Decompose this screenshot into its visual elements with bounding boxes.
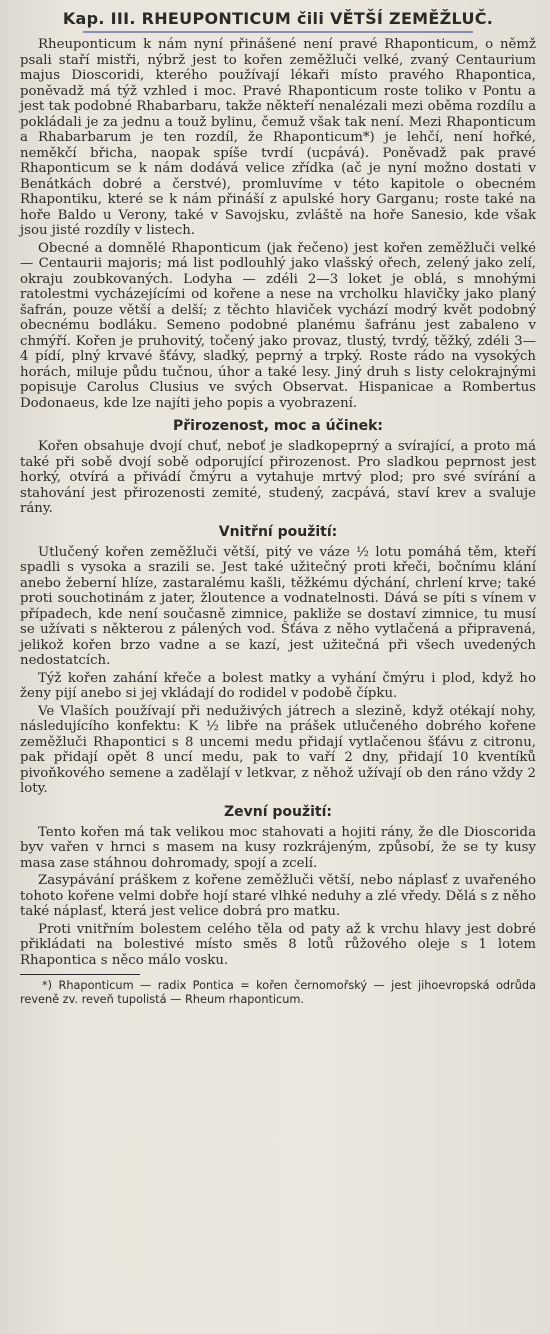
paragraph-intro-1: Rheuponticum k nám nyní přinášené není pravé Rhaponticum, o němž psali staří mistři, nýbrž jest to kořen zeměžluči velké, zvaný Centaurium majus Dioscoridi, kterého používají lékaři místo pravého Rhaponticа, poněvadž má týž vzhled i moc. Pravé Rhaponticum roste toliko v Pontu a jest tak podobné Rhabarbaru, takže někteří nenalézali mezi oběma rozdílu a pokládali je za jednu a touž bylinu, čemuž však tak není. Mezi Rhaponticum a Rhabarbarum je ten rozdíl, že Rhaponticum*) je lehčí, není hořké, neměkčí břicha, naopak spíše tvrdí (ucpává). Poněvadž pak pravé Rhaponticum se k nám dodává velice zřídka (ač je nyní možno dostati v Benátkách dobré a čerstvé), promluvíme v této kapitole o obecném Rhapontiku, které se k nám přináší z apulské hory Garganu; roste také na hoře Baldo u Verony, také v Savojsku, zvláště na hoře Sanesio, kde však jsou jisté rozdíly v listech.	[20, 37, 536, 238]
chapter-title-text: Kap. III. RHEUPONTICUM čili VĚTŠÍ ZEMĚŽLUČ.	[62, 9, 494, 28]
chapter-title	[20, 8, 536, 33]
heading-external-use: Zevní použití:	[223, 803, 333, 820]
paragraph-internal-1: Utlučený kořen zeměžluči větší, pitý ve váze ½ lotu pomáhá těm, kteří spadli s vysoka a srazili se. Jest také užitečný proti křeči, bočnímu klání anebo žeberní hlíze, zastaralému kašli, těžkému dýchání, chrlení krve; také proti souchotinám z jater, žloutence a vodnatelnosti. Dává se píti s vínem v případech, kde není současně zimnice, pakliže se dostaví zimnice, tu musí se užívati s některou z pálených vod. Šťáva z něho vytlačená a připravená, jelikož kořen brzo vadne a se kazí, jest užitečná při všech uvedených nedostatcích.	[20, 544, 536, 668]
paragraph-intro-2: Obecné a domnělé Rhaponticum (jak řečeno) jest kořen zeměžluči velké — Centaurii majoris; má list podlouhlý jako vlašský ořech, zelený jako zelí, okraju zoubkovaných. Lodyha — zdéli 2—3 loket je oblá, s mnohými ratolestmi vycházejícími od kořene a nese na vrcholku hlavičky jako planý šafrán, pouze větší a delší; z těchto hlaviček vychází modrý květ podobný obecnému bodláku. Semeno podobné planému šafránu jest zabaleno v chmýří. Kořen je pruhovitý, točený jako provaz, tlustý, tvrdý, těžký, zdéli 3—4 pídí, plný krvavé šťávy, sladký, peprný a trpký. Roste rádo na vysokých horách, miluje půdu tučnou, úhor a také lesy. Jiný druh s listy celokrajnými popisuje Carolus Clusius ve svých Observat. Hispanicae a Rombertus Dodonaeus, kde lze najíti jeho popis a vyobrazení.	[20, 240, 536, 411]
footnote-divider	[20, 974, 140, 975]
paragraph-external-2: Zasypávání práškem z kořene zeměžluči větší, nebo náplasť z uvařeného tohoto kořene velmi dobře hojí staré vlhké neduhy a zlé vředy. Dělá s z něho také náplasť, která jest velice dobrá pro matku.	[20, 873, 536, 919]
footnote: *) Rhaponticum — radix Pontica = kořen černomořský — jest jihoevropská odrůda reveně zv. reveň tupolistá — Rheum rhaponticum.	[20, 979, 536, 1006]
title-underline	[83, 31, 473, 33]
paragraph-internal-3: Ve Vlaších používají při neduživých játrech a slezině, když otékají nohy, následujícího konfektu: K ½ libře na prášek utlučeného dobrého kořene zeměžluči Rhapontici s 8 uncemi medu přidají vytlačenou šťávu z citronu, pak přidají opět 8 uncí medu, pak to vaří 2 dny, přidají 10 kventíků pivoňkového semene a zadělají v letkvar, z něhož užívají ob den ráno vždy 2 loty.	[20, 703, 536, 796]
heading-internal-use: Vnitřní použití:	[218, 523, 338, 540]
paragraph-internal-2: Týž kořen zahání křeče a bolest matky a vyhání čmýru i plod, když ho ženy pijí anebo si jej vkládají do rodidel v podobě čípku.	[20, 670, 536, 701]
paragraph-external-3: Proti vnitřním bolestem celého těla od paty až k vrchu hlavy jest dobré přikládati na bolestivé místo směs 8 lotů růžového oleje s 1 lotem Rhapontica s něco málo vosku.	[20, 921, 536, 968]
paragraph-external-1: Tento kořen má tak velikou moc stahovati a hojiti rány, že dle Dioscorida byv vařen v hrnci s masem na kusy rozkrájeným, způsobí, že se ty kusy masa zase stáhnou dohromady, spojí a zcelí.	[20, 824, 536, 871]
heading-nature: Přirozenost, moc a účinek:	[172, 418, 384, 434]
paragraph-nature-1: Kořen obsahuje dvojí chuť, neboť je sladkopeprný a svírající, a proto má také při sobě dvojí sobě odporující přirozenost. Pro sladkou peprnost jest horký, otvírá a přivádí čmýru a vytahuje mrtvý plod; pro své svírání a stahování jest přirozenosti zemité, studený, zacpává, staví krev a svaluje rány.	[20, 439, 536, 516]
chapter-body	[20, 37, 536, 968]
